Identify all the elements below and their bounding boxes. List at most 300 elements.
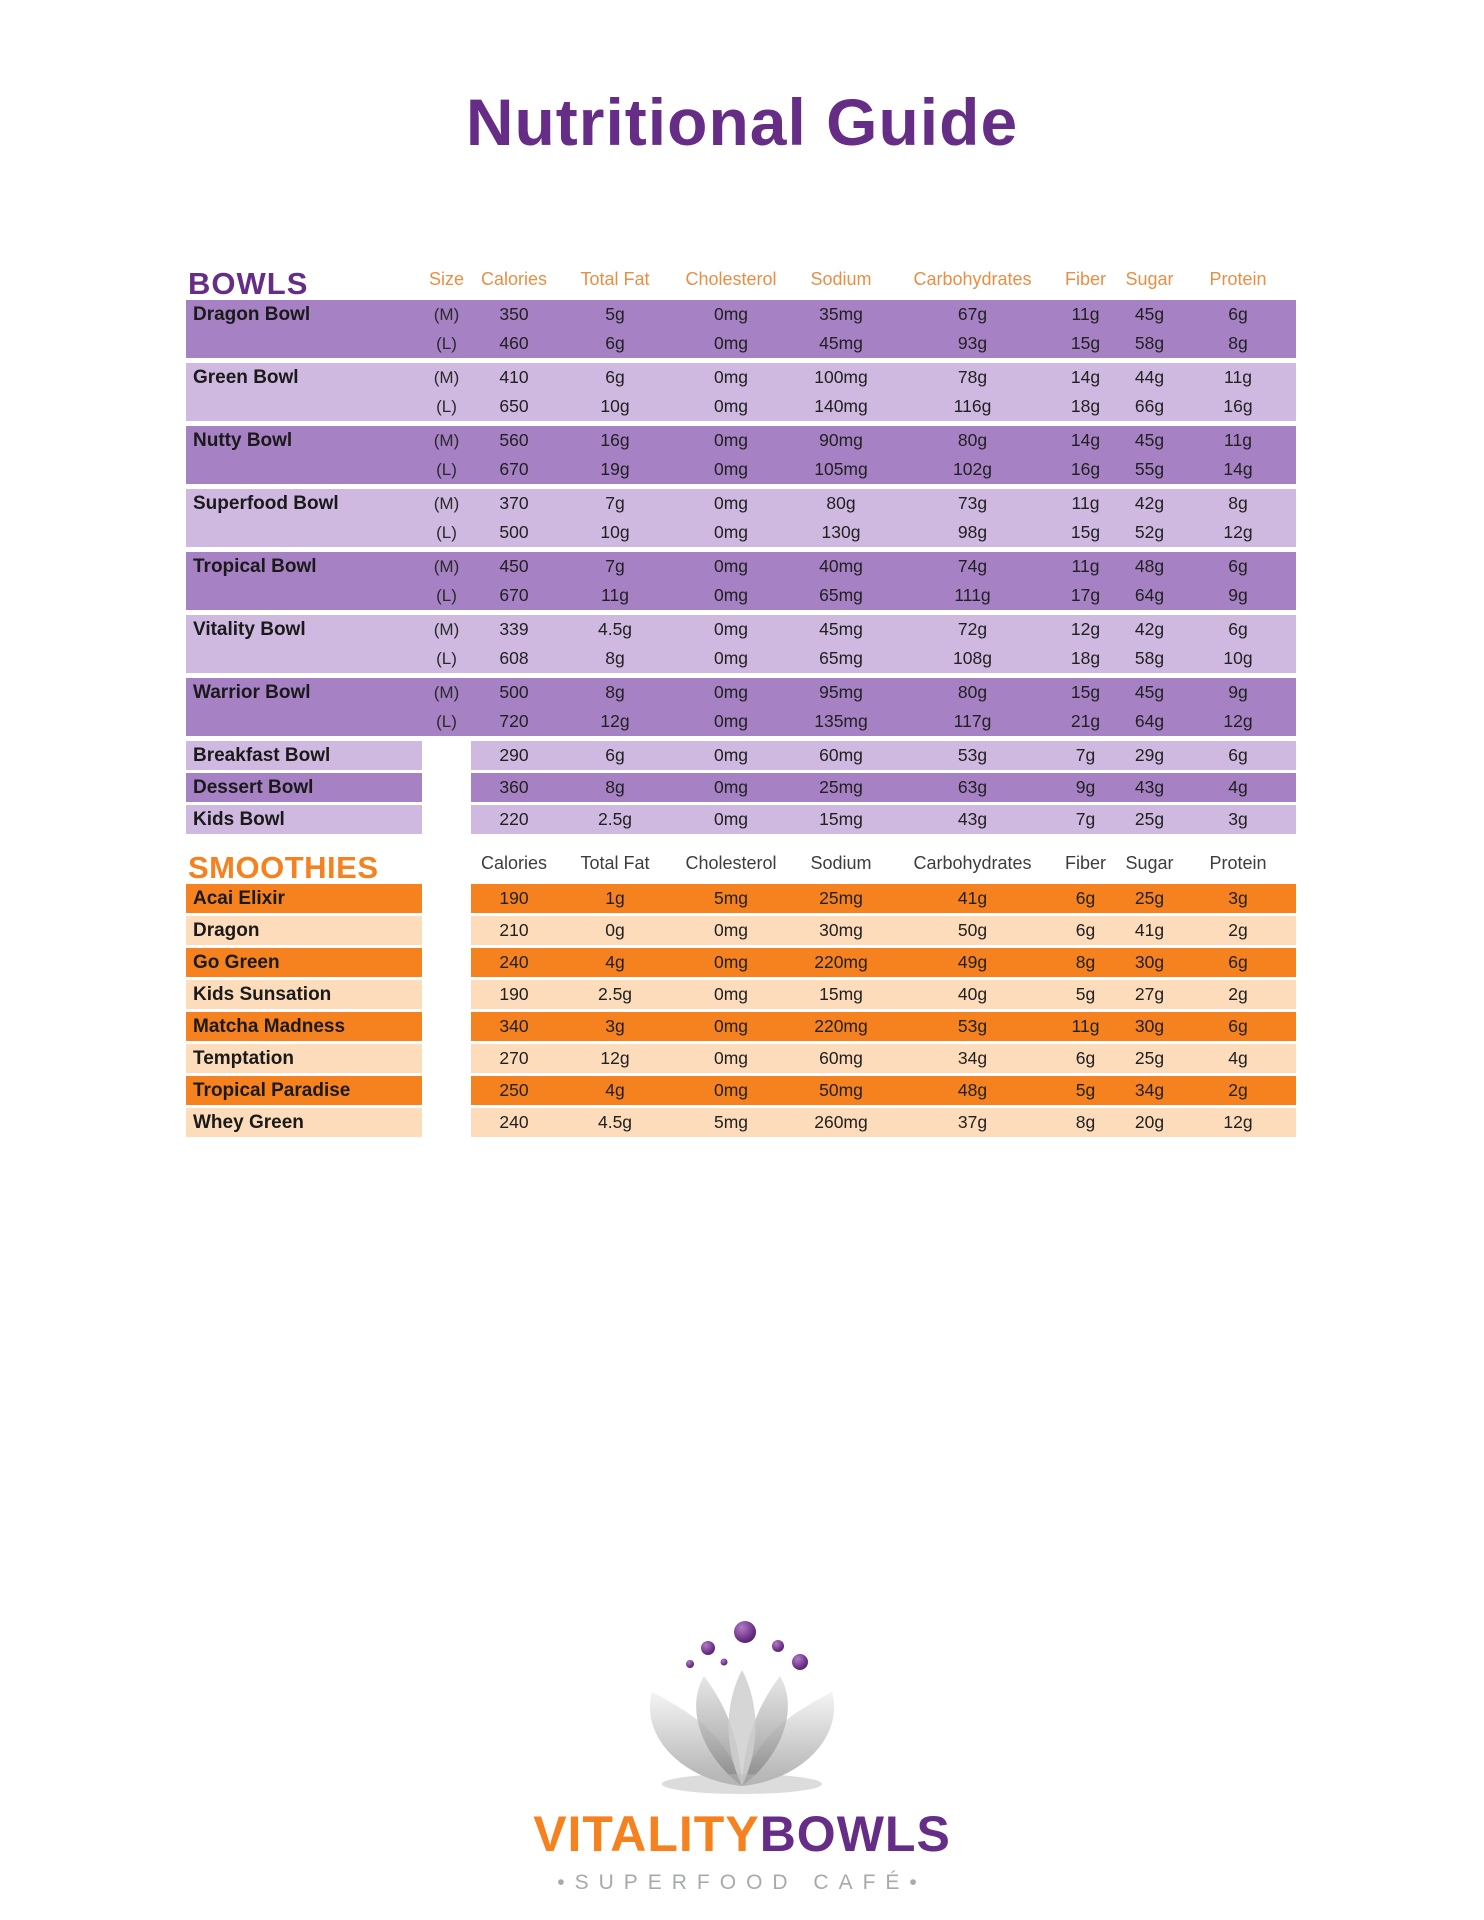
size-gap bbox=[422, 1108, 471, 1137]
value-cholesterol: 0mg bbox=[673, 1012, 789, 1041]
value-cholesterol: 0mg bbox=[673, 773, 789, 802]
size-label: (L) bbox=[422, 455, 471, 484]
value-sodium: 25mg bbox=[789, 884, 893, 913]
value-total-fat: 12g bbox=[557, 707, 673, 736]
bowl-name bbox=[186, 392, 422, 421]
value-carbohydrates: 40g bbox=[893, 980, 1052, 1009]
value-cholesterol: 0mg bbox=[673, 392, 789, 421]
value-fiber: 15g bbox=[1052, 329, 1119, 358]
value-sugar: 52g bbox=[1119, 518, 1180, 547]
value-total-fat: 4.5g bbox=[557, 1108, 673, 1137]
value-total-fat: 12g bbox=[557, 1044, 673, 1073]
value-calories: 370 bbox=[471, 489, 557, 518]
smoothie-row-kids-sunsation bbox=[186, 980, 1297, 1009]
value-carbohydrates: 72g bbox=[893, 615, 1052, 644]
value-calories: 720 bbox=[471, 707, 557, 736]
bowl-name: Superfood Bowl bbox=[186, 489, 422, 518]
value-total-fat: 10g bbox=[557, 392, 673, 421]
value-protein: 2g bbox=[1180, 980, 1296, 1009]
size-label: (M) bbox=[422, 363, 471, 392]
bowl-row-vitality-bowl bbox=[186, 615, 1297, 673]
value-carbohydrates: 48g bbox=[893, 1076, 1052, 1105]
value-sugar: 45g bbox=[1119, 426, 1180, 455]
bowls-col-header-carbohydrates: Carbohydrates bbox=[913, 269, 1032, 289]
value-carbohydrates: 73g bbox=[893, 489, 1052, 518]
size-label: (L) bbox=[422, 518, 471, 547]
value-calories: 340 bbox=[471, 1012, 557, 1041]
bowl-row-line bbox=[186, 329, 1297, 358]
value-calories: 190 bbox=[471, 980, 557, 1009]
value-carbohydrates: 63g bbox=[893, 773, 1052, 802]
bowl-row-line bbox=[186, 741, 1297, 770]
smoothie-row-temptation bbox=[186, 1044, 1297, 1073]
value-carbohydrates: 41g bbox=[893, 884, 1052, 913]
value-protein: 6g bbox=[1180, 615, 1296, 644]
value-fiber: 16g bbox=[1052, 455, 1119, 484]
value-total-fat: 0g bbox=[557, 916, 673, 945]
value-fiber: 15g bbox=[1052, 678, 1119, 707]
value-cholesterol: 0mg bbox=[673, 426, 789, 455]
nutrition-table bbox=[186, 252, 1297, 1140]
bowl-name: Warrior Bowl bbox=[186, 678, 422, 707]
value-sugar: 25g bbox=[1119, 1044, 1180, 1073]
value-fiber: 14g bbox=[1052, 363, 1119, 392]
size-gap bbox=[422, 773, 471, 802]
value-carbohydrates: 116g bbox=[893, 392, 1052, 421]
value-calories: 670 bbox=[471, 581, 557, 610]
bowl-name: Nutty Bowl bbox=[186, 426, 422, 455]
size-label: (M) bbox=[422, 426, 471, 455]
bowls-col-header-calories: Calories bbox=[480, 269, 548, 289]
bowl-name: Dragon Bowl bbox=[186, 300, 422, 329]
value-total-fat: 6g bbox=[557, 741, 673, 770]
bowls-col-header-cholesterol: Cholesterol bbox=[685, 269, 777, 289]
size-gap bbox=[422, 948, 471, 977]
bowl-name: Kids Bowl bbox=[186, 805, 422, 834]
size-label: (L) bbox=[422, 707, 471, 736]
bowl-row-line bbox=[186, 363, 1297, 392]
bowls-col-header-sugar: Sugar bbox=[1125, 269, 1174, 289]
bowl-row-warrior-bowl bbox=[186, 678, 1297, 736]
value-cholesterol: 0mg bbox=[673, 980, 789, 1009]
bowl-name bbox=[186, 707, 422, 736]
page-title: Nutritional Guide bbox=[465, 85, 1019, 159]
value-protein: 14g bbox=[1180, 455, 1296, 484]
bowls-col-header-protein: Protein bbox=[1209, 269, 1267, 289]
value-calories: 240 bbox=[471, 948, 557, 977]
value-carbohydrates: 98g bbox=[893, 518, 1052, 547]
value-carbohydrates: 74g bbox=[893, 552, 1052, 581]
smoothies-col-header-protein: Protein bbox=[1209, 853, 1267, 873]
size-label: (L) bbox=[422, 644, 471, 673]
bowl-row-line bbox=[186, 552, 1297, 581]
value-sodium: 260mg bbox=[789, 1108, 893, 1137]
value-cholesterol: 0mg bbox=[673, 916, 789, 945]
value-sugar: 25g bbox=[1119, 884, 1180, 913]
value-sugar: 55g bbox=[1119, 455, 1180, 484]
value-carbohydrates: 67g bbox=[893, 300, 1052, 329]
value-cholesterol: 0mg bbox=[673, 300, 789, 329]
bowl-row-line bbox=[186, 773, 1297, 802]
value-carbohydrates: 80g bbox=[893, 678, 1052, 707]
value-total-fat: 4g bbox=[557, 948, 673, 977]
value-sodium: 220mg bbox=[789, 948, 893, 977]
size-label: (M) bbox=[422, 552, 471, 581]
value-sugar: 45g bbox=[1119, 678, 1180, 707]
value-protein: 9g bbox=[1180, 581, 1296, 610]
bowls-col-header-sodium: Sodium bbox=[810, 269, 872, 289]
value-protein: 4g bbox=[1180, 1044, 1296, 1073]
smoothie-name: Go Green bbox=[186, 948, 422, 977]
value-fiber: 11g bbox=[1052, 489, 1119, 518]
size-label: (L) bbox=[422, 581, 471, 610]
value-fiber: 5g bbox=[1052, 1076, 1119, 1105]
value-sodium: 130g bbox=[789, 518, 893, 547]
bowl-row-nutty-bowl bbox=[186, 426, 1297, 484]
value-cholesterol: 0mg bbox=[673, 707, 789, 736]
value-fiber: 11g bbox=[1052, 300, 1119, 329]
smoothies-col-header-sugar: Sugar bbox=[1125, 853, 1174, 873]
bowl-row-breakfast-bowl bbox=[186, 741, 1297, 770]
bowl-row-dragon-bowl bbox=[186, 300, 1297, 358]
smoothies-col-header-cholesterol: Cholesterol bbox=[685, 853, 777, 873]
value-total-fat: 2.5g bbox=[557, 980, 673, 1009]
value-total-fat: 1g bbox=[557, 884, 673, 913]
value-sodium: 220mg bbox=[789, 1012, 893, 1041]
value-fiber: 12g bbox=[1052, 615, 1119, 644]
value-cholesterol: 0mg bbox=[673, 1076, 789, 1105]
bowl-row-line bbox=[186, 615, 1297, 644]
smoothies-col-header-fiber: Fiber bbox=[1064, 853, 1106, 873]
value-calories: 210 bbox=[471, 916, 557, 945]
size-gap bbox=[422, 980, 471, 1009]
value-calories: 360 bbox=[471, 773, 557, 802]
smoothie-row-whey-green bbox=[186, 1108, 1297, 1137]
value-total-fat: 19g bbox=[557, 455, 673, 484]
value-fiber: 17g bbox=[1052, 581, 1119, 610]
value-sugar: 48g bbox=[1119, 552, 1180, 581]
smoothie-row-acai-elixir bbox=[186, 884, 1297, 913]
value-carbohydrates: 117g bbox=[893, 707, 1052, 736]
size-gap bbox=[422, 1012, 471, 1041]
value-calories: 220 bbox=[471, 805, 557, 834]
value-protein: 6g bbox=[1180, 948, 1296, 977]
value-total-fat: 6g bbox=[557, 363, 673, 392]
value-cholesterol: 5mg bbox=[673, 1108, 789, 1137]
bowl-name bbox=[186, 455, 422, 484]
value-cholesterol: 0mg bbox=[673, 552, 789, 581]
bowl-row-line bbox=[186, 644, 1297, 673]
value-carbohydrates: 49g bbox=[893, 948, 1052, 977]
value-cholesterol: 0mg bbox=[673, 329, 789, 358]
value-sodium: 60mg bbox=[789, 741, 893, 770]
smoothies-col-header-total-fat: Total Fat bbox=[580, 853, 650, 873]
brand-tagline: •SUPERFOOD CAFÉ• bbox=[557, 1871, 927, 1894]
bowl-row-line bbox=[186, 805, 1297, 834]
bowl-name: Vitality Bowl bbox=[186, 615, 422, 644]
value-carbohydrates: 43g bbox=[893, 805, 1052, 834]
value-fiber: 6g bbox=[1052, 884, 1119, 913]
value-carbohydrates: 78g bbox=[893, 363, 1052, 392]
bowl-row-kids-bowl bbox=[186, 805, 1297, 834]
bowl-row-line bbox=[186, 300, 1297, 329]
value-fiber: 18g bbox=[1052, 392, 1119, 421]
value-calories: 500 bbox=[471, 678, 557, 707]
value-sugar: 30g bbox=[1119, 1012, 1180, 1041]
value-fiber: 14g bbox=[1052, 426, 1119, 455]
value-sodium: 35mg bbox=[789, 300, 893, 329]
value-sugar: 41g bbox=[1119, 916, 1180, 945]
vitality-bowls-logo bbox=[612, 1618, 872, 1803]
value-carbohydrates: 102g bbox=[893, 455, 1052, 484]
value-sugar: 27g bbox=[1119, 980, 1180, 1009]
value-protein: 6g bbox=[1180, 1012, 1296, 1041]
value-protein: 8g bbox=[1180, 329, 1296, 358]
value-calories: 450 bbox=[471, 552, 557, 581]
value-protein: 16g bbox=[1180, 392, 1296, 421]
value-calories: 560 bbox=[471, 426, 557, 455]
value-cholesterol: 0mg bbox=[673, 741, 789, 770]
value-protein: 12g bbox=[1180, 707, 1296, 736]
value-calories: 290 bbox=[471, 741, 557, 770]
value-total-fat: 8g bbox=[557, 678, 673, 707]
bowl-row-line bbox=[186, 518, 1297, 547]
value-fiber: 6g bbox=[1052, 1044, 1119, 1073]
value-sodium: 15mg bbox=[789, 805, 893, 834]
value-protein: 10g bbox=[1180, 644, 1296, 673]
smoothies-col-header-sodium: Sodium bbox=[810, 853, 872, 873]
value-sugar: 66g bbox=[1119, 392, 1180, 421]
bowl-name bbox=[186, 644, 422, 673]
value-cholesterol: 0mg bbox=[673, 805, 789, 834]
value-total-fat: 4g bbox=[557, 1076, 673, 1105]
value-cholesterol: 0mg bbox=[673, 455, 789, 484]
value-sugar: 34g bbox=[1119, 1076, 1180, 1105]
value-sugar: 58g bbox=[1119, 644, 1180, 673]
value-cholesterol: 0mg bbox=[673, 678, 789, 707]
value-total-fat: 2.5g bbox=[557, 805, 673, 834]
bowl-row-superfood-bowl bbox=[186, 489, 1297, 547]
value-calories: 350 bbox=[471, 300, 557, 329]
value-sodium: 100mg bbox=[789, 363, 893, 392]
brand-vitality: VITALITY bbox=[533, 1806, 760, 1862]
value-fiber: 7g bbox=[1052, 805, 1119, 834]
size-gap bbox=[422, 916, 471, 945]
smoothie-name: Temptation bbox=[186, 1044, 422, 1073]
bowl-row-line bbox=[186, 455, 1297, 484]
smoothies-section-label: SMOOTHIES bbox=[188, 853, 379, 884]
value-fiber: 8g bbox=[1052, 948, 1119, 977]
value-fiber: 8g bbox=[1052, 1108, 1119, 1137]
smoothie-name: Kids Sunsation bbox=[186, 980, 422, 1009]
logo-bubbles bbox=[686, 1621, 808, 1670]
value-protein: 9g bbox=[1180, 678, 1296, 707]
bowls-table-body bbox=[186, 300, 1297, 834]
value-carbohydrates: 93g bbox=[893, 329, 1052, 358]
value-sugar: 45g bbox=[1119, 300, 1180, 329]
value-protein: 4g bbox=[1180, 773, 1296, 802]
smoothie-name: Matcha Madness bbox=[186, 1012, 422, 1041]
value-carbohydrates: 80g bbox=[893, 426, 1052, 455]
value-sodium: 60mg bbox=[789, 1044, 893, 1073]
value-total-fat: 10g bbox=[557, 518, 673, 547]
value-calories: 240 bbox=[471, 1108, 557, 1137]
bowl-name bbox=[186, 329, 422, 358]
value-cholesterol: 0mg bbox=[673, 1044, 789, 1073]
value-total-fat: 7g bbox=[557, 489, 673, 518]
bowls-section-label: BOWLS bbox=[188, 269, 309, 300]
value-sodium: 140mg bbox=[789, 392, 893, 421]
value-fiber: 11g bbox=[1052, 1012, 1119, 1041]
value-sodium: 40mg bbox=[789, 552, 893, 581]
bowl-row-line bbox=[186, 707, 1297, 736]
value-total-fat: 7g bbox=[557, 552, 673, 581]
value-fiber: 15g bbox=[1052, 518, 1119, 547]
value-carbohydrates: 34g bbox=[893, 1044, 1052, 1073]
value-cholesterol: 0mg bbox=[673, 615, 789, 644]
value-protein: 2g bbox=[1180, 916, 1296, 945]
value-sodium: 45mg bbox=[789, 615, 893, 644]
smoothies-header-row bbox=[186, 838, 1297, 884]
value-sugar: 42g bbox=[1119, 489, 1180, 518]
bowl-row-line bbox=[186, 678, 1297, 707]
bowl-name: Green Bowl bbox=[186, 363, 422, 392]
smoothie-name: Dragon bbox=[186, 916, 422, 945]
bowl-row-line bbox=[186, 426, 1297, 455]
smoothies-col-header-carbohydrates: Carbohydrates bbox=[913, 853, 1032, 873]
value-protein: 6g bbox=[1180, 300, 1296, 329]
size-label: (L) bbox=[422, 329, 471, 358]
value-carbohydrates: 111g bbox=[893, 581, 1052, 610]
value-sodium: 30mg bbox=[789, 916, 893, 945]
value-total-fat: 3g bbox=[557, 1012, 673, 1041]
size-label: (M) bbox=[422, 489, 471, 518]
value-carbohydrates: 108g bbox=[893, 644, 1052, 673]
smoothie-name: Whey Green bbox=[186, 1108, 422, 1137]
smoothie-row-go-green bbox=[186, 948, 1297, 977]
brand-bowls: BOWLS bbox=[759, 1806, 951, 1862]
bowls-col-header-fiber: Fiber bbox=[1064, 269, 1106, 289]
value-cholesterol: 0mg bbox=[673, 644, 789, 673]
footer bbox=[0, 1618, 1484, 1895]
value-calories: 190 bbox=[471, 884, 557, 913]
value-calories: 460 bbox=[471, 329, 557, 358]
value-sugar: 30g bbox=[1119, 948, 1180, 977]
size-label: (M) bbox=[422, 615, 471, 644]
value-protein: 6g bbox=[1180, 741, 1296, 770]
bowls-col-header-total-fat: Total Fat bbox=[580, 269, 650, 289]
size-label: (M) bbox=[422, 678, 471, 707]
value-total-fat: 4.5g bbox=[557, 615, 673, 644]
value-fiber: 18g bbox=[1052, 644, 1119, 673]
value-protein: 2g bbox=[1180, 1076, 1296, 1105]
bowl-row-green-bowl bbox=[186, 363, 1297, 421]
bowl-name: Breakfast Bowl bbox=[186, 741, 422, 770]
bowl-row-dessert-bowl bbox=[186, 773, 1297, 802]
value-protein: 12g bbox=[1180, 518, 1296, 547]
smoothies-col-header-calories: Calories bbox=[480, 853, 548, 873]
size-gap bbox=[422, 805, 471, 834]
value-calories: 410 bbox=[471, 363, 557, 392]
bowl-row-line bbox=[186, 581, 1297, 610]
value-calories: 250 bbox=[471, 1076, 557, 1105]
value-carbohydrates: 50g bbox=[893, 916, 1052, 945]
value-calories: 500 bbox=[471, 518, 557, 547]
value-fiber: 9g bbox=[1052, 773, 1119, 802]
size-gap bbox=[422, 741, 471, 770]
value-protein: 3g bbox=[1180, 805, 1296, 834]
value-cholesterol: 0mg bbox=[673, 581, 789, 610]
size-label: (L) bbox=[422, 392, 471, 421]
value-total-fat: 16g bbox=[557, 426, 673, 455]
value-sodium: 105mg bbox=[789, 455, 893, 484]
value-calories: 270 bbox=[471, 1044, 557, 1073]
smoothie-row-dragon bbox=[186, 916, 1297, 945]
value-sugar: 20g bbox=[1119, 1108, 1180, 1137]
value-protein: 11g bbox=[1180, 363, 1296, 392]
bowl-name bbox=[186, 518, 422, 547]
value-carbohydrates: 53g bbox=[893, 1012, 1052, 1041]
value-calories: 339 bbox=[471, 615, 557, 644]
bowls-header-row bbox=[186, 252, 1297, 300]
smoothies-table-body bbox=[186, 884, 1297, 1137]
value-sugar: 64g bbox=[1119, 707, 1180, 736]
size-gap bbox=[422, 884, 471, 913]
value-fiber: 21g bbox=[1052, 707, 1119, 736]
size-gap bbox=[422, 1044, 471, 1073]
brand-wordmark bbox=[0, 1805, 1484, 1863]
value-sugar: 64g bbox=[1119, 581, 1180, 610]
value-total-fat: 8g bbox=[557, 773, 673, 802]
value-carbohydrates: 53g bbox=[893, 741, 1052, 770]
value-cholesterol: 0mg bbox=[673, 948, 789, 977]
bowl-row-line bbox=[186, 489, 1297, 518]
smoothie-name: Tropical Paradise bbox=[186, 1076, 422, 1105]
value-cholesterol: 0mg bbox=[673, 489, 789, 518]
smoothie-row-matcha-madness bbox=[186, 1012, 1297, 1041]
bowl-name bbox=[186, 581, 422, 610]
value-sodium: 50mg bbox=[789, 1076, 893, 1105]
value-calories: 650 bbox=[471, 392, 557, 421]
value-total-fat: 6g bbox=[557, 329, 673, 358]
value-sodium: 65mg bbox=[789, 644, 893, 673]
value-sodium: 25mg bbox=[789, 773, 893, 802]
value-sugar: 25g bbox=[1119, 805, 1180, 834]
value-calories: 608 bbox=[471, 644, 557, 673]
value-sodium: 45mg bbox=[789, 329, 893, 358]
value-protein: 6g bbox=[1180, 552, 1296, 581]
value-cholesterol: 5mg bbox=[673, 884, 789, 913]
value-protein: 3g bbox=[1180, 884, 1296, 913]
value-sugar: 44g bbox=[1119, 363, 1180, 392]
value-fiber: 5g bbox=[1052, 980, 1119, 1009]
bowl-name: Dessert Bowl bbox=[186, 773, 422, 802]
value-sugar: 42g bbox=[1119, 615, 1180, 644]
value-sugar: 58g bbox=[1119, 329, 1180, 358]
logo-splash-graphic bbox=[612, 1618, 872, 1798]
bowls-col-header-size: Size bbox=[428, 269, 464, 289]
value-protein: 8g bbox=[1180, 489, 1296, 518]
smoothie-name: Acai Elixir bbox=[186, 884, 422, 913]
value-fiber: 6g bbox=[1052, 916, 1119, 945]
value-protein: 12g bbox=[1180, 1108, 1296, 1137]
value-protein: 11g bbox=[1180, 426, 1296, 455]
value-total-fat: 8g bbox=[557, 644, 673, 673]
value-total-fat: 11g bbox=[557, 581, 673, 610]
value-cholesterol: 0mg bbox=[673, 518, 789, 547]
bowl-row-line bbox=[186, 392, 1297, 421]
bowl-name: Tropical Bowl bbox=[186, 552, 422, 581]
